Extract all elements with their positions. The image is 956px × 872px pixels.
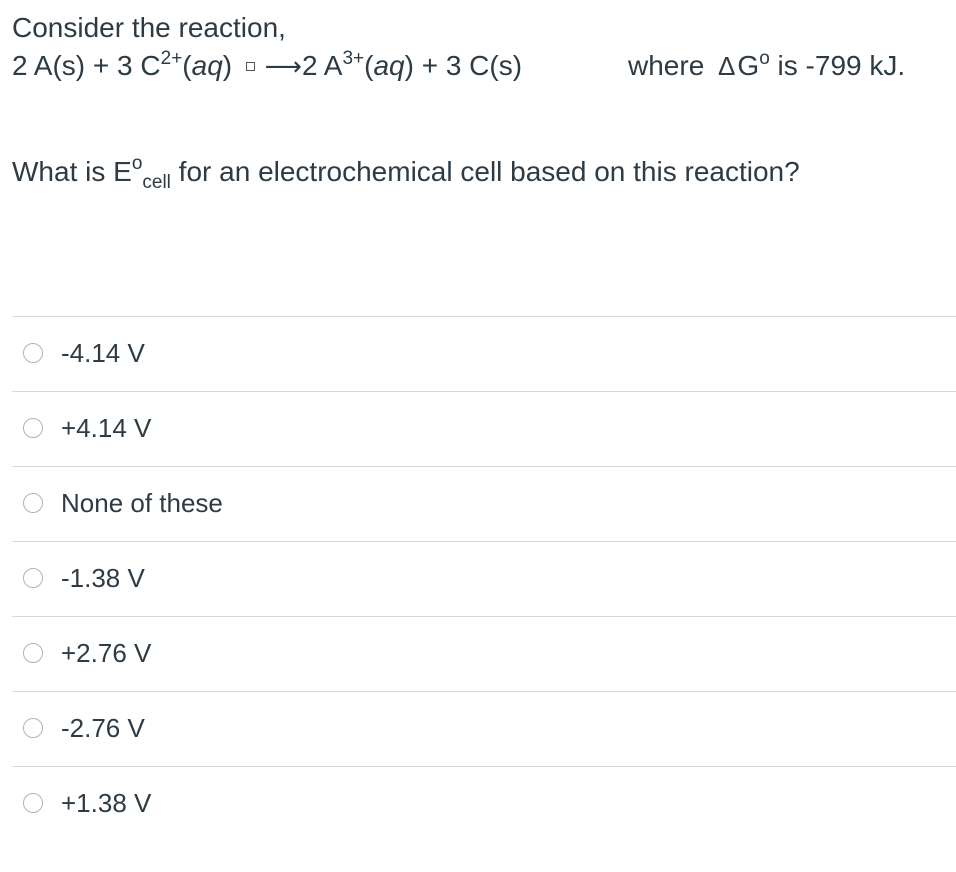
- radio-unchecked-icon[interactable]: [23, 643, 43, 663]
- answer-label: None of these: [61, 488, 223, 518]
- answer-label: +2.76 V: [61, 638, 152, 668]
- question-intro: Consider the reaction,: [12, 12, 286, 43]
- reactant-text: 2 A(s) + 3 C: [12, 50, 161, 81]
- radio-unchecked-icon[interactable]: [23, 793, 43, 813]
- paren-open: (: [182, 50, 192, 81]
- product-tail-text: ) + 3 C(s): [404, 50, 523, 81]
- standard-degree: o: [759, 48, 770, 69]
- answer-option-2[interactable]: [12, 391, 956, 466]
- paren-close: ): [222, 50, 233, 81]
- answer-label: -4.14 V: [61, 338, 145, 368]
- radio-unchecked-icon[interactable]: [23, 568, 43, 588]
- answer-label: +4.14 V: [61, 413, 152, 443]
- aq-state-2: aq: [373, 50, 405, 81]
- gibbs-condition: [628, 48, 905, 84]
- radio-unchecked-icon[interactable]: [23, 343, 43, 363]
- answer-list: [12, 316, 956, 841]
- missing-glyph-box-icon: [246, 62, 255, 71]
- gibbs-value: is -799 kJ.: [769, 50, 906, 81]
- answer-option-5[interactable]: [12, 616, 956, 691]
- radio-unchecked-icon[interactable]: [23, 493, 43, 513]
- reaction-equation: [12, 48, 952, 92]
- radio-unchecked-icon[interactable]: [23, 718, 43, 738]
- delta-icon: Δ: [718, 51, 736, 81]
- aq-state-1: aq: [191, 50, 223, 81]
- radio-unchecked-icon[interactable]: [23, 418, 43, 438]
- answer-option-4[interactable]: [12, 541, 956, 616]
- question-block: [12, 10, 952, 92]
- answer-label: +1.38 V: [61, 788, 152, 818]
- paren-open-2: (: [364, 50, 374, 81]
- g-label: G: [737, 50, 760, 81]
- prompt-degree: o: [131, 153, 143, 174]
- answer-option-1[interactable]: [12, 316, 956, 391]
- reaction-arrow-icon: ⟶: [264, 51, 300, 81]
- product-a-text: 2 A: [301, 50, 343, 81]
- c-charge: 2+: [160, 48, 183, 69]
- a-charge: 3+: [342, 48, 365, 69]
- question-prompt: [12, 152, 800, 192]
- prompt-after: for an electrochemical cell based on this reaction?: [170, 156, 800, 187]
- answer-label: -1.38 V: [61, 563, 145, 593]
- answer-option-3[interactable]: [12, 466, 956, 541]
- prompt-cell-subscript: cell: [142, 172, 171, 193]
- prompt-before: What is E: [12, 156, 132, 187]
- answer-option-6[interactable]: [12, 691, 956, 766]
- where-text: where: [628, 50, 705, 81]
- answer-label: -2.76 V: [61, 713, 145, 743]
- answer-option-7[interactable]: [12, 766, 956, 841]
